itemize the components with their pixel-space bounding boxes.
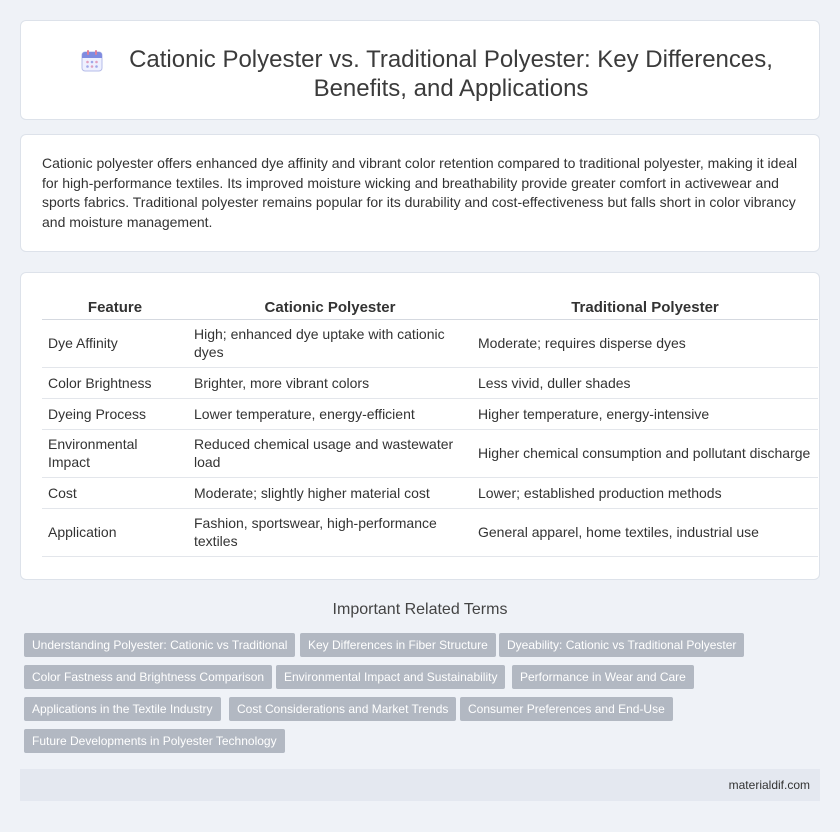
title-wrap — [21, 45, 821, 103]
related-term-tag[interactable]: Dyeability: Cationic vs Traditional Polyester — [499, 633, 744, 657]
related-term-tag[interactable]: Consumer Preferences and End-Use — [460, 697, 673, 721]
table-row — [42, 398, 818, 429]
table-cell: Brighter, more vibrant colors — [188, 367, 472, 398]
calendar-icon — [79, 48, 105, 74]
table-header-row — [42, 294, 818, 319]
table-cell: Moderate; slightly higher material cost — [188, 477, 472, 508]
table-cell: Dye Affinity — [42, 319, 188, 367]
column-header-cationic: Cationic Polyester — [188, 294, 472, 319]
table-cell: High; enhanced dye uptake with cationic dyes — [188, 319, 472, 367]
related-term-tag[interactable]: Understanding Polyester: Cationic vs Traditional — [24, 633, 295, 657]
table-cell: Less vivid, duller shades — [472, 367, 818, 398]
table-card — [20, 272, 820, 580]
related-terms-heading: Important Related Terms — [332, 601, 508, 618]
table-row — [42, 429, 818, 477]
related-term-tag[interactable]: Future Developments in Polyester Technology — [24, 729, 285, 753]
table-row — [42, 367, 818, 398]
related-term-tag[interactable]: Key Differences in Fiber Structure — [300, 633, 496, 657]
related-term-tag[interactable]: Cost Considerations and Market Trends — [229, 697, 456, 721]
related-term-tag[interactable]: Applications in the Textile Industry — [24, 697, 221, 721]
footer-bar — [20, 769, 820, 801]
table-cell: Environmental Impact — [42, 429, 188, 477]
table-cell: Lower temperature, energy-efficient — [188, 398, 472, 429]
related-term-tag[interactable]: Color Fastness and Brightness Comparison — [24, 665, 272, 689]
page-title: Cationic Polyester vs. Traditional Polyester: Key Differences, Benefits, and Applications — [129, 46, 773, 102]
table-cell: Fashion, sportswear, high-performance textiles — [188, 508, 472, 556]
column-header-feature: Feature — [42, 294, 188, 319]
table-cell: Dyeing Process — [42, 398, 188, 429]
table-row — [42, 477, 818, 508]
table-row — [42, 319, 818, 367]
title-card — [20, 20, 820, 120]
table-cell: Moderate; requires disperse dyes — [472, 319, 818, 367]
table-cell: Color Brightness — [42, 367, 188, 398]
related-term-tag[interactable]: Environmental Impact and Sustainability — [276, 665, 505, 689]
related-term-tag[interactable]: Performance in Wear and Care — [512, 665, 694, 689]
table-cell: Application — [42, 508, 188, 556]
table-row — [42, 508, 818, 556]
footer-site-link[interactable]: materialdif.com — [728, 778, 810, 792]
table-cell: General apparel, home textiles, industrial use — [472, 508, 818, 556]
table-cell: Lower; established production methods — [472, 477, 818, 508]
intro-card — [20, 134, 820, 252]
intro-paragraph: Cationic polyester offers enhanced dye affinity and vibrant color retention compared to traditional polyester, making it ideal for high-performance textiles. Its improved moisture wicking and breathability provide greater comfort in activewear and sports fabrics. Traditional polyester remains popular for its durability and cost-effectiveness but falls short in color vibrancy and moisture management. — [42, 155, 798, 230]
comparison-table — [42, 294, 818, 557]
table-cell: Higher temperature, energy-intensive — [472, 398, 818, 429]
column-header-traditional: Traditional Polyester — [472, 294, 818, 319]
table-cell: Cost — [42, 477, 188, 508]
table-cell: Reduced chemical usage and wastewater load — [188, 429, 472, 477]
table-cell: Higher chemical consumption and pollutant discharge — [472, 429, 818, 477]
